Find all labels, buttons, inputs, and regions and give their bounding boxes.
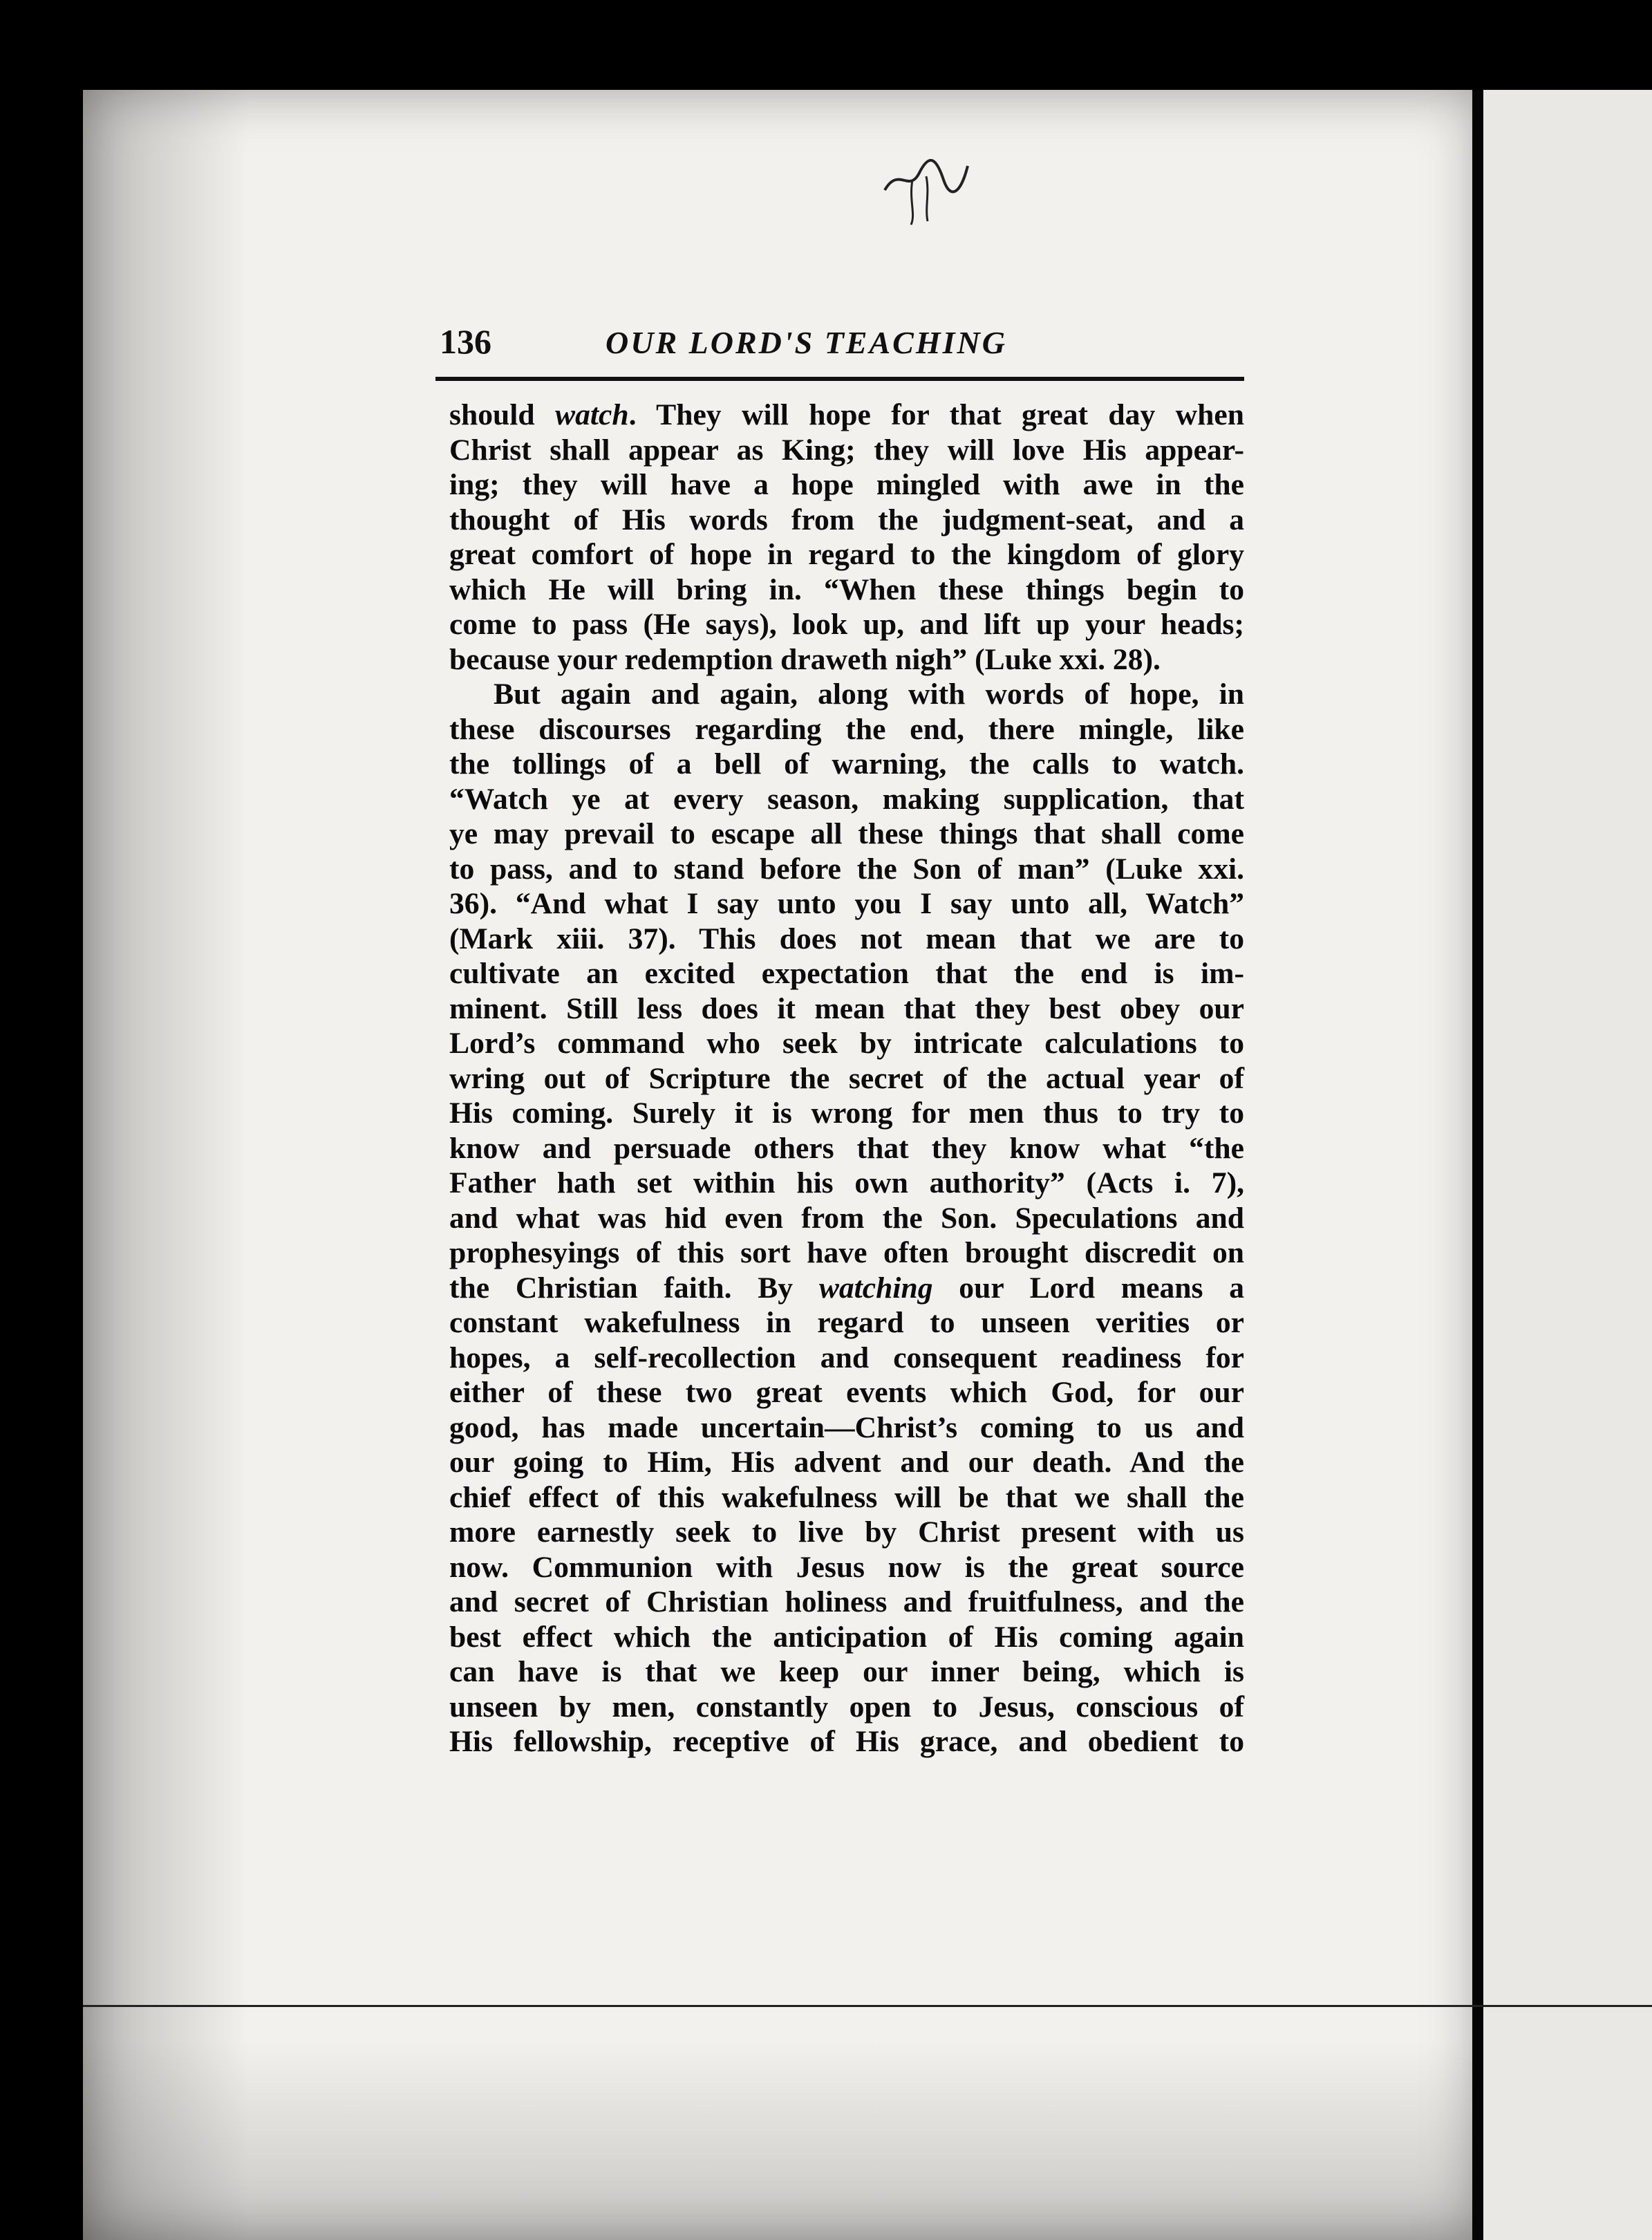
text-run: to pass, and to stand before the Son of man” (Luke xxi.	[449, 852, 1244, 886]
text-run: ye may prevail to escape all these things that shall come	[449, 817, 1244, 850]
text-line	[449, 991, 1244, 1027]
text-run: come to pass (He says), look up, and lift up your heads;	[449, 608, 1244, 641]
text-line	[449, 1341, 1244, 1376]
text-run: constant wakefulness in regard to unseen verities or	[449, 1306, 1244, 1339]
text-line	[449, 642, 1244, 678]
text-run: chief effect of this wakefulness will be that we shall the	[449, 1480, 1244, 1514]
text-line	[449, 1096, 1244, 1131]
text-run: wring out of Scripture the secret of the actual year of	[449, 1061, 1244, 1095]
text-line	[449, 1061, 1244, 1096]
scan-shadow-bottom	[83, 2040, 1479, 2240]
text-run: the tollings of a bell of warning, the calls to watch.	[449, 747, 1244, 781]
text-line	[449, 1480, 1244, 1515]
text-run: But again and again, along with words of hope, in	[494, 678, 1244, 711]
text-line	[449, 852, 1244, 887]
text-line	[449, 1515, 1244, 1550]
text-line	[449, 1445, 1244, 1480]
text-run: His fellowship, receptive of His grace, and obedient to	[449, 1725, 1244, 1758]
scan-shadow-left	[83, 90, 249, 2240]
text-run: thought of His words from the judgment-seat, and a	[449, 503, 1244, 536]
text-line	[449, 1131, 1244, 1166]
text-line	[449, 956, 1244, 991]
text-line	[449, 433, 1244, 468]
text-run: which He will bring in. “When these things begin to	[449, 572, 1244, 606]
text-run: 36). “And what I say unto you I say unto all, Watch”	[449, 887, 1244, 920]
text-line	[449, 1235, 1244, 1271]
text-run: ing; they will have a hope mingled with awe in the	[449, 468, 1244, 501]
text-line	[449, 467, 1244, 503]
text-run: unseen by men, constantly open to Jesus, conscious of	[449, 1690, 1244, 1724]
text-run: good, has made uncertain—Christ’s coming to us and	[449, 1410, 1244, 1444]
text-line	[449, 537, 1244, 572]
handwritten-mark	[878, 152, 975, 228]
text-run: and what was hid even from the Son. Speculations and	[449, 1201, 1244, 1235]
text-line	[449, 1654, 1244, 1690]
text-run: more earnestly seek to live by Christ present with us	[449, 1515, 1244, 1549]
text-run: prophesyings of this sort have often brought discredit on	[449, 1236, 1244, 1269]
text-line	[449, 1585, 1244, 1620]
scan-bottom-line	[83, 2005, 1652, 2007]
text-line	[449, 1166, 1244, 1201]
page-gutter-edge	[1472, 90, 1483, 2240]
text-run: can have is that we keep our inner being, which is	[449, 1655, 1244, 1688]
page-header	[440, 321, 1248, 377]
body-text	[449, 398, 1244, 1760]
facing-page-strip	[1483, 90, 1652, 2240]
text-run: now. Communion with Jesus now is the great source	[449, 1550, 1244, 1584]
text-line	[449, 1690, 1244, 1725]
text-line	[449, 782, 1244, 817]
text-run: great comfort of hope in regard to the kingdom of glory	[449, 538, 1244, 571]
text-line	[449, 677, 1244, 712]
text-line	[449, 886, 1244, 922]
text-run: minent. Still less does it mean that they best obey our	[449, 991, 1244, 1025]
text-run: “Watch ye at every season, making supplication, that	[449, 782, 1244, 816]
text-run: the Christian faith. By	[449, 1271, 819, 1305]
text-run: hopes, a self-recollection and consequent readiness for	[449, 1341, 1244, 1374]
text-line	[449, 607, 1244, 642]
text-run: cultivate an excited expectation that the end is im-	[449, 957, 1244, 990]
text-run: should	[449, 398, 556, 431]
text-run: either of these two great events which God, for our	[449, 1376, 1244, 1409]
text-line	[449, 1375, 1244, 1410]
text-run: these discourses regarding the end, there mingle, like	[449, 712, 1244, 746]
text-run: and secret of Christian holiness and fruitfulness, and the	[449, 1585, 1244, 1618]
text-run: Father hath set within his own authority” (Acts i. 7),	[449, 1166, 1244, 1200]
italic-word: watching	[818, 1271, 933, 1305]
text-line	[449, 922, 1244, 957]
text-line	[449, 1620, 1244, 1655]
text-line	[449, 1305, 1244, 1341]
text-run: our Lord means a	[932, 1271, 1244, 1305]
text-run: our going to Him, His advent and our death. And the	[449, 1446, 1244, 1479]
text-run: . They will hope for that great day when	[628, 398, 1244, 431]
text-run: His coming. Surely it is wrong for men thus to try to	[449, 1096, 1244, 1130]
text-line	[449, 747, 1244, 782]
text-run: (Mark xiii. 37). This does not mean that we are to	[449, 922, 1244, 955]
text-line	[449, 1271, 1244, 1306]
text-line	[449, 712, 1244, 747]
text-run: know and persuade others that they know what “the	[449, 1131, 1244, 1165]
text-run: Lord’s command who seek by intricate calculations to	[449, 1027, 1244, 1060]
text-line	[449, 1201, 1244, 1236]
text-run: Christ shall appear as King; they will love His appear-	[449, 433, 1244, 467]
text-line	[449, 572, 1244, 608]
text-line	[449, 816, 1244, 852]
text-line	[449, 1550, 1244, 1585]
running-title: OUR LORD'S TEACHING	[606, 325, 1007, 360]
text-run: best effect which the anticipation of His coming again	[449, 1620, 1244, 1654]
page-number: 136	[440, 322, 491, 361]
text-line	[449, 1026, 1244, 1061]
text-line	[449, 398, 1244, 433]
text-line	[449, 503, 1244, 538]
italic-word: watch	[555, 398, 629, 431]
text-line	[449, 1724, 1244, 1760]
header-rule	[435, 377, 1244, 381]
text-run: because your redemption draweth nigh” (Luke xxi. 28).	[449, 642, 1161, 676]
text-line	[449, 1410, 1244, 1446]
